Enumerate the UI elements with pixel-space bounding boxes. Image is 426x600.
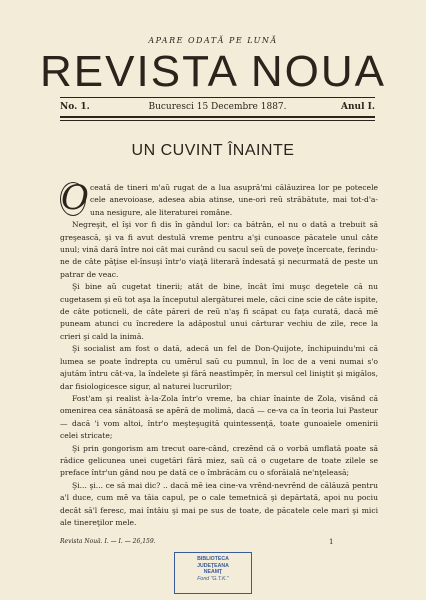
tagline: APARE ODATĂ PE LUNĂ (148, 36, 278, 45)
paragraph-text: ceată de tineri m'aŭ rugat de a lua asupră'mi călăuzirea lor pe potecele cele anevoioase, adesea abia atinse, une-ori reŭ străbătute, mai tot-d'a-una nesigure, ale literaturei române. (90, 183, 378, 217)
issue-line (60, 100, 375, 114)
footer-signature: Revista Nouă. I. — I. — 26,159. (60, 538, 156, 545)
library-stamp (174, 552, 252, 594)
paragraph: Negreşit, el îşi vor fi dis în gândul lor: ca bătrân, el nu o dată a trebuit să greşească, şi va fi avut destulă vreme pentru a'şi cunoasce păcatele unul câte unul; vină dară între noi cât mai curând cu sacul seŭ de poveţe încercate, ferindu-ne de câte păţise el-însuşi într'o viaţă literară îndesată şi necurmată de peste un patrar de veac. (60, 220, 378, 279)
paragraph (60, 178, 378, 219)
page-number: 1 (329, 538, 334, 546)
stamp-line: BIBLIOTECA (197, 556, 229, 562)
paragraph: Şi... şi... ce să mai dic? .. dacă mĕ iea cine-va vrĕnd-nevrĕnd de călăuză pentru a'l duce, cum mĕ va tăia capul, pe o cale temetnică şi depărtată, apoi nu pociu decât să'l feresc, mai întâiu şi mai pe sus de toate, de păcatele cele mari şi mici ale tinereţilor mele. (60, 480, 378, 527)
stamp-line: NEAMŢ (203, 569, 223, 576)
issue-rule (60, 116, 375, 121)
issue-year: Anul I. (341, 102, 375, 112)
issue-date-place: Bucuresci 15 Decembre 1887. (148, 102, 287, 112)
article-body (60, 178, 378, 529)
paragraph: Fost'am şi realist à-la-Zola într'o vreme, ba chiar înainte de Zola, visând că omenirea cea sănătoasă se apĕră de molimă, dacă — ce-va ca în teoria lui Pasteur — dacă 'i vom altoi, într'o meşteşugită quintessenţă, toate gunoaiele omenirii celei stricate; (60, 393, 378, 441)
paragraph: Şi socialist am fost o dată, adecă un fel de Don-Quijote, închipuindu'mi că lumea se poate îndrepta cu umĕrul saŭ cu pumnul, în loc de a veni numai s'o ajutăm întru cât-va, la îndelete şi fără neastîmpĕr, în mersul cel liniştit şi migălos, dar fisiologicesce sigur, al naturei lucrurilor; (60, 344, 378, 391)
paragraph: Şi prin gongorism am trecut oare-când, crezĕnd că o vorbă umflată poate să rădice gelicunea unei cugetări fără miez, saŭ că o cugetare de toate zilele se preface într'un gând nou pe dată ce o îmbrăcăm cu o sforăială ne'nţeleasă; (60, 443, 378, 478)
stamp-line: JUDEŢEANA (197, 562, 229, 569)
article-title: UN CUVINT ÎNAINTE (131, 142, 295, 159)
masthead-title: REVISTA NOUA (40, 47, 386, 96)
paragraph: Şi bine aŭ cugetat tinerii; atât de bine, încât îmi muşc degetele că nu cugetasem şi eŭ tot aşa la începutul alergăturei mele, căci cine scie de câte ispite, de câte poticneli, de câte păreri de reŭ n'aş fi scăpat cu faţa curată, dacă mĕ puneam atunci cu încredere la adăpostul unui cărturar vechiu de zile, rece la crieri şi cald la inimă. (60, 282, 378, 341)
drop-cap: O (61, 178, 89, 218)
stamp-line: Fond "G.T.K." (197, 575, 229, 582)
issue-number: No. 1. (60, 102, 90, 112)
masthead-rule (60, 97, 375, 98)
